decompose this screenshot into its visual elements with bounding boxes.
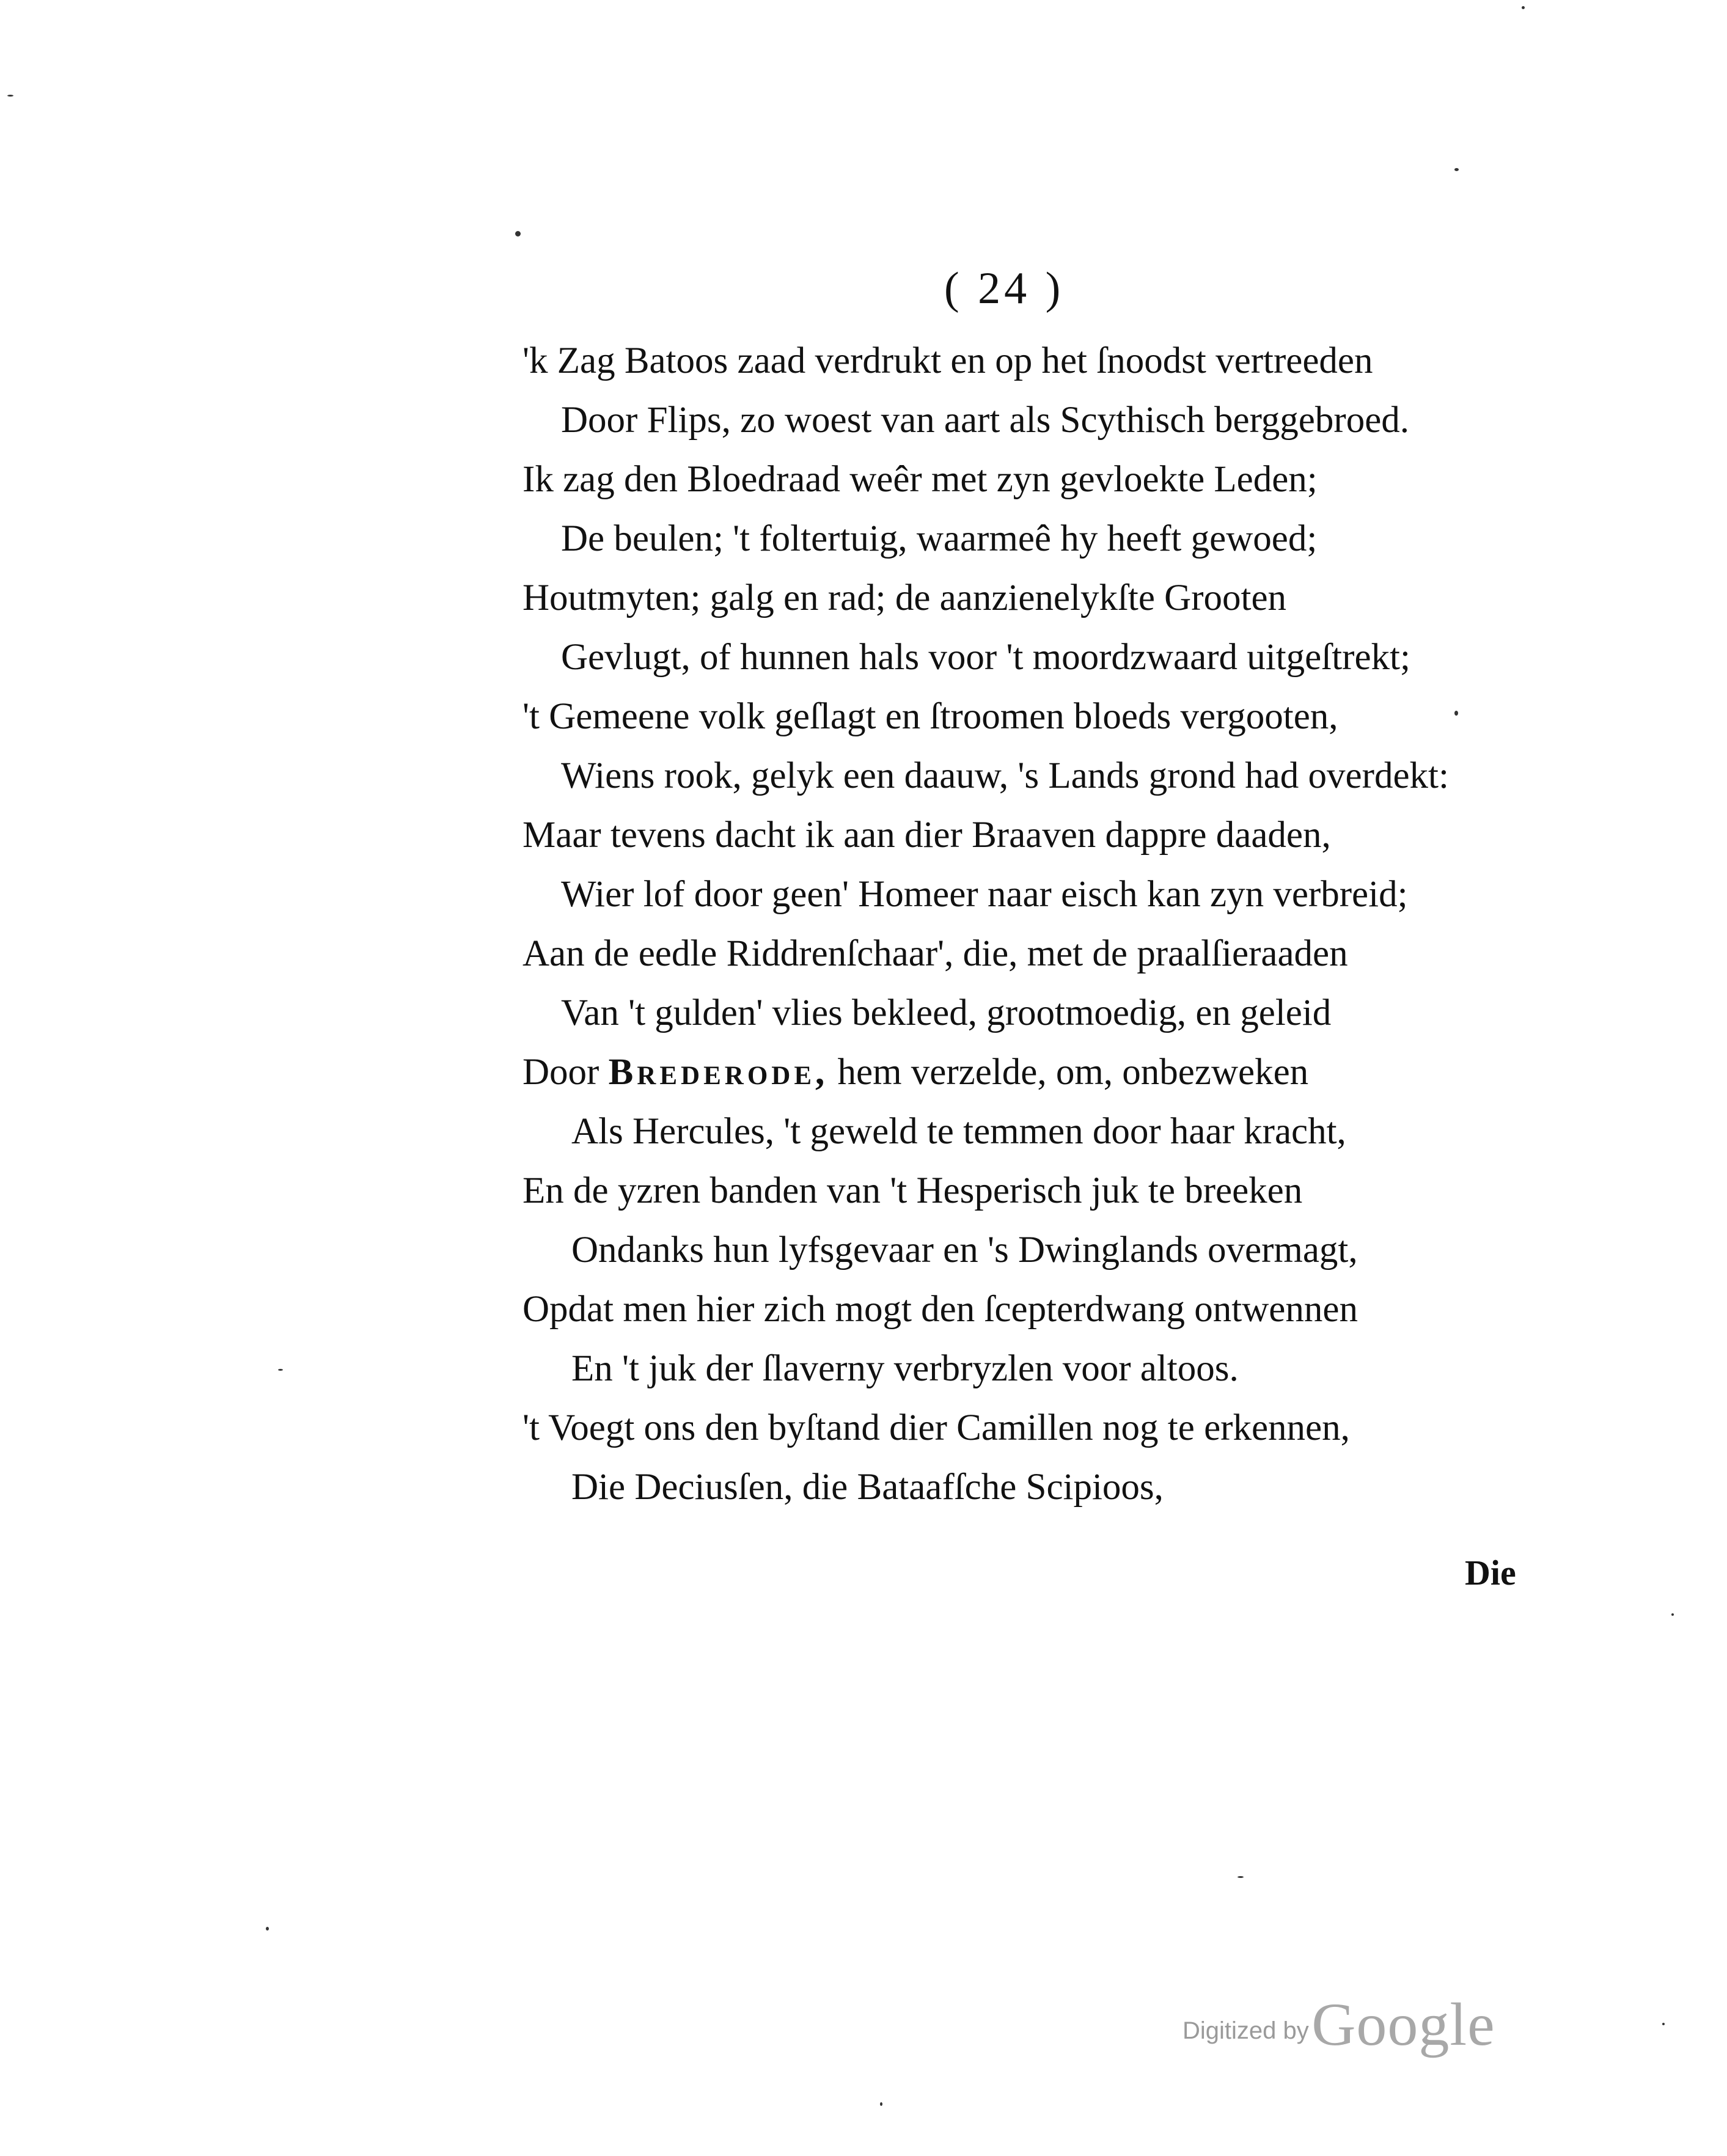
poem-line <box>522 1050 1308 1094</box>
name-brederode: Brederode, <box>608 1052 829 1093</box>
digitized-watermark <box>1182 1989 1495 2059</box>
dust-speck <box>1662 2023 1665 2025</box>
google-logo: Google <box>1311 1990 1495 2058</box>
poem-line: Die Deciusſen, die Bataafſche Scipioos, <box>571 1467 1164 1508</box>
poem-line: De beulen; 't foltertuig, waarmeê hy heeft gewoed; <box>561 518 1318 559</box>
poem-line: Wier lof door geen' Homeer naar eisch kan zyn verbreid; <box>561 874 1408 915</box>
dust-speck <box>1522 6 1525 9</box>
dust-speck <box>880 2102 882 2106</box>
poem-line: 't Gemeene volk geſlagt en ſtroomen bloeds vergooten, <box>522 696 1338 737</box>
poem-line: Maar tevens dacht ik aan dier Braaven dappre daaden, <box>522 815 1331 856</box>
poem-line: Ik zag den Bloedraad weêr met zyn gevloekte Leden; <box>522 459 1318 500</box>
poem-line: 'k Zag Batoos zaad verdrukt en op het ſnoodst vertreeden <box>522 340 1373 381</box>
digitized-by-label: Digitized by <box>1182 2017 1309 2044</box>
line-start: Door <box>522 1052 600 1093</box>
poem-line: Ondanks hun lyfsgevaar en 's Dwinglands overmagt, <box>571 1230 1358 1270</box>
dust-speck <box>266 1927 269 1931</box>
page-number: ( 24 ) <box>944 263 1065 314</box>
poem-line: En 't juk der ſlaverny verbryzlen voor altoos. <box>571 1348 1239 1389</box>
poem-line: Aan de eedle Riddrenſchaar', die, met de praalſieraaden <box>522 933 1348 974</box>
poem-line: Van 't gulden' vlies bekleed, grootmoedig, en geleid <box>561 992 1332 1033</box>
poem-line: Gevlugt, of hunnen hals voor 't moordzwaard uitgeſtrekt; <box>561 637 1410 678</box>
line-end: hem verzelde, om, onbezweken <box>837 1052 1309 1093</box>
poem-line: Als Hercules, 't geweld te temmen door haar kracht, <box>571 1111 1346 1152</box>
poem-line: Houtmyten; galg en rad; de aanzienelykſte Grooten <box>522 578 1287 618</box>
dust-speck <box>1238 1876 1244 1878</box>
dust-speck <box>278 1369 283 1371</box>
dust-speck <box>7 95 13 97</box>
dust-speck <box>1454 711 1458 716</box>
catchword: Die <box>1465 1553 1516 1593</box>
poem-line: En de yzren banden van 't Hesperisch juk te breeken <box>522 1170 1303 1211</box>
dust-speck <box>515 231 521 237</box>
dust-speck <box>1671 1613 1674 1616</box>
dust-speck <box>1454 168 1459 171</box>
poem-line: Wiens rook, gelyk een daauw, 's Lands grond had overdekt: <box>561 755 1449 796</box>
poem-line: Door Flips, zo woest van aart als Scythisch berggebroed. <box>561 400 1410 441</box>
poem-line: 't Voegt ons den byſtand dier Camillen nog te erkennen, <box>522 1407 1350 1448</box>
poem-line: Opdat men hier zich mogt den ſcepterdwang ontwennen <box>522 1289 1358 1330</box>
